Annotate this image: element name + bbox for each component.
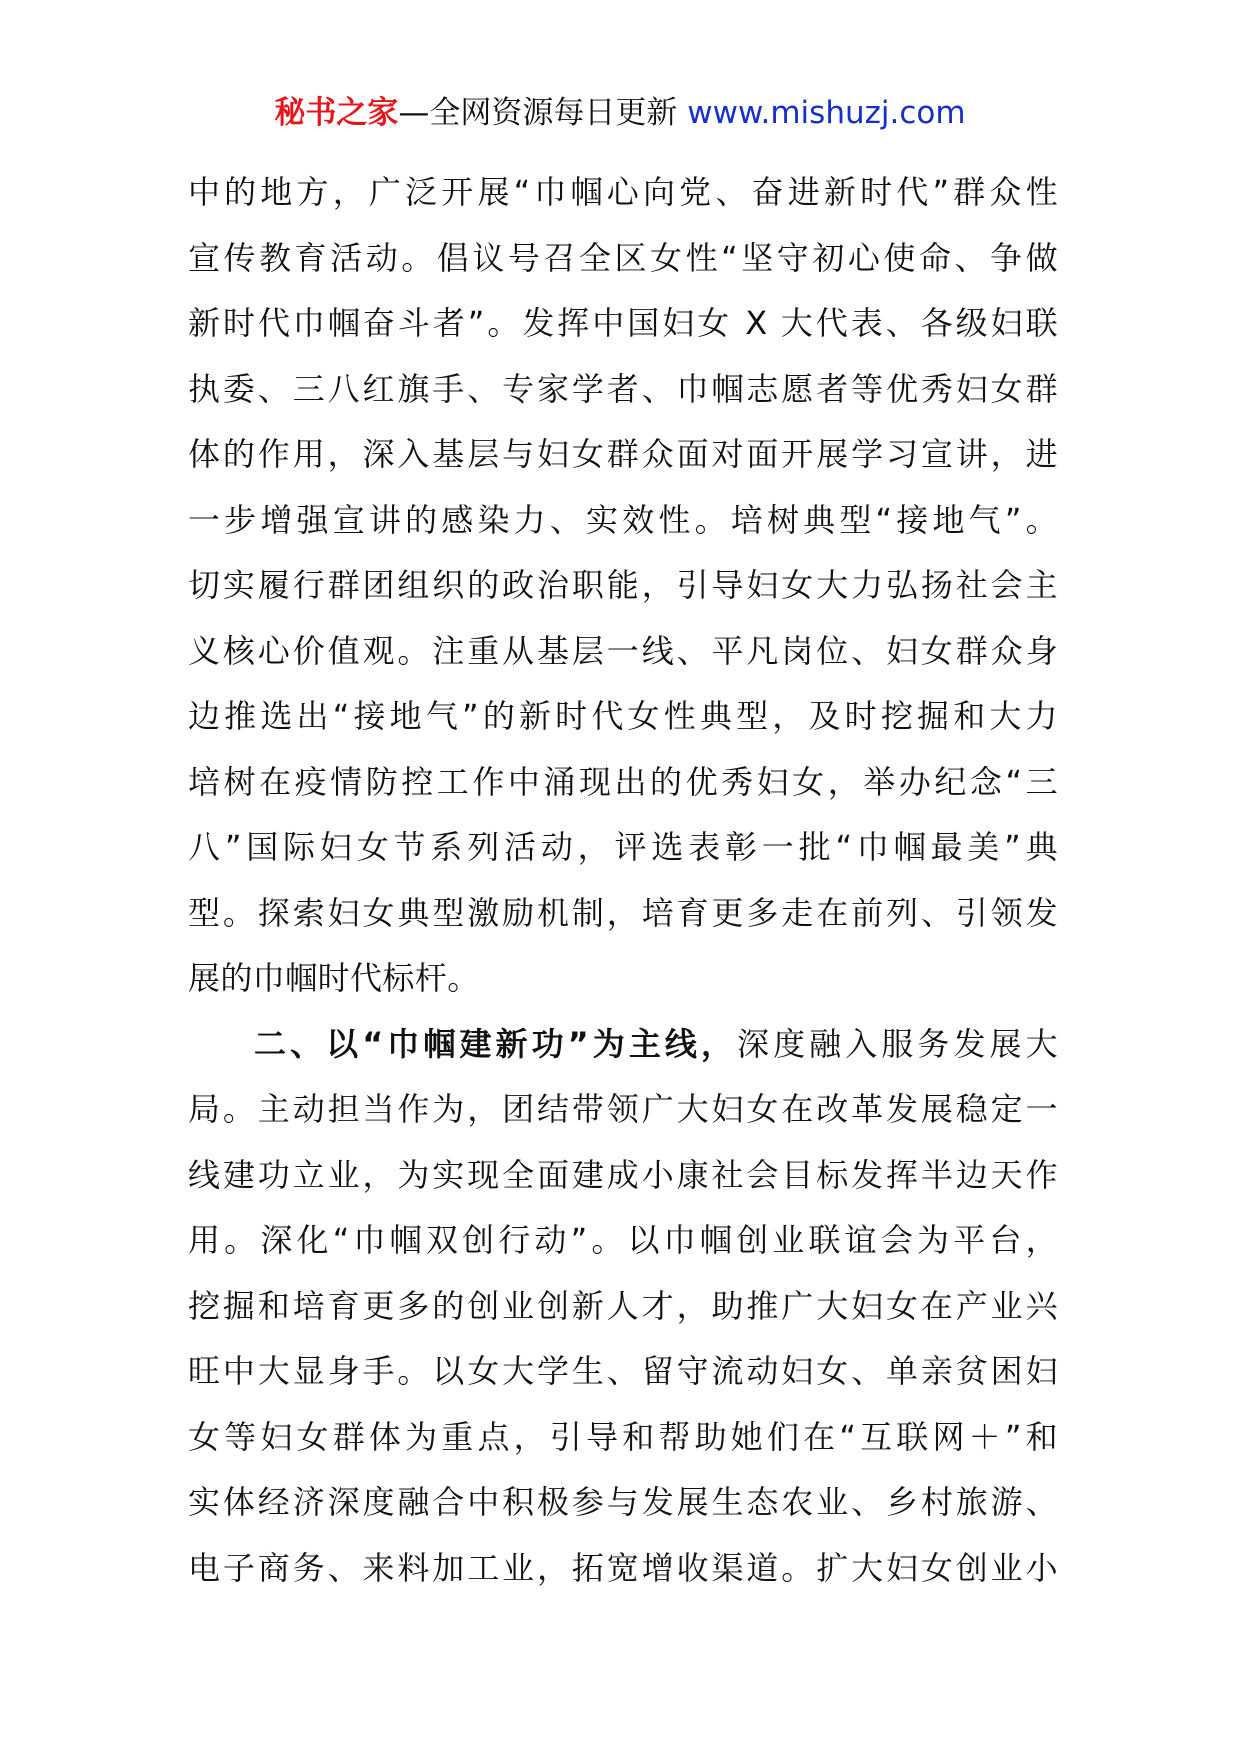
body-line: 切实履行群团组织的政治职能，引导妇女大力弘扬社会主 — [188, 566, 1058, 604]
body-line: 执委、三八红旗手、专家学者、巾帼志愿者等优秀妇女群 — [188, 369, 1058, 408]
section-2-first-line — [188, 1012, 1058, 1078]
body-line: 挖掘和培育更多的创业创新人才，助推广大妇女在产业兴 — [188, 1286, 1058, 1325]
body-line: 中的地方，广泛开展“巾帼心向党、奋进新时代”群众性 — [188, 173, 1058, 211]
body-line: 培树在疫情防控工作中涌现出的优秀妇女，举办纪念“三 — [188, 762, 1058, 801]
body-line: 型。探索妇女典型激励机制，培育更多走在前列、引领发 — [188, 893, 1058, 932]
body-line: 实体经济深度融合中积极参与发展生态农业、乡村旅游、 — [188, 1483, 1058, 1521]
body-line: 用。深化“巾帼双创行动”。以巾帼创业联谊会为平台， — [188, 1221, 1058, 1259]
body-line: 旺中大显身手。以女大学生、留守流动妇女、单亲贫困妇 — [188, 1352, 1058, 1390]
body-line: 义核心价值观。注重从基层一线、平凡岗位、妇女群众身 — [188, 631, 1058, 670]
body-line: 一步增强宣讲的感染力、实效性。培树典型“接地气”。 — [188, 500, 1058, 539]
body-line: 展的巾帼时代标杆。 — [188, 959, 480, 997]
body-line: 线建功立业，为实现全面建成小康社会目标发挥半边天作 — [188, 1155, 1058, 1194]
header-slogan: —全网资源每日更新 — [398, 95, 688, 131]
header-brand: 秘书之家 — [274, 95, 399, 131]
body-line: 八”国际妇女节系列活动，评选表彰一批“巾帼最美”典 — [188, 828, 1058, 866]
body-line: 宣传教育活动。倡议号召全区女性“坚守初心使命、争做 — [188, 238, 1058, 277]
body-line: 局。主动担当作为，团结带领广大妇女在改革发展稳定一 — [188, 1090, 1058, 1128]
body-line: 女等妇女群体为重点，引导和帮助她们在“互联网＋”和 — [188, 1417, 1058, 1456]
body-line: 新时代巾帼奋斗者”。发挥中国妇女 X 大代表、各级妇联 — [188, 304, 1058, 342]
body-line: 电子商务、来料加工业，拓宽增收渠道。扩大妇女创业小 — [188, 1548, 1058, 1587]
document-body — [188, 160, 1058, 1601]
page-header — [0, 93, 1240, 133]
section-2-heading: 二、以“巾帼建新功”为主线， — [254, 1024, 738, 1063]
body-line: 边推选出“接地气”的新时代女性典型，及时挖掘和大力 — [188, 697, 1058, 735]
header-url-link[interactable]: www.mishuzj.com — [687, 95, 966, 131]
body-line: 体的作用，深入基层与妇女群众面对面开展学习宣讲，进 — [188, 435, 1058, 473]
section-2-first-line-rest: 深度融入服务发展大 — [737, 1024, 1058, 1063]
